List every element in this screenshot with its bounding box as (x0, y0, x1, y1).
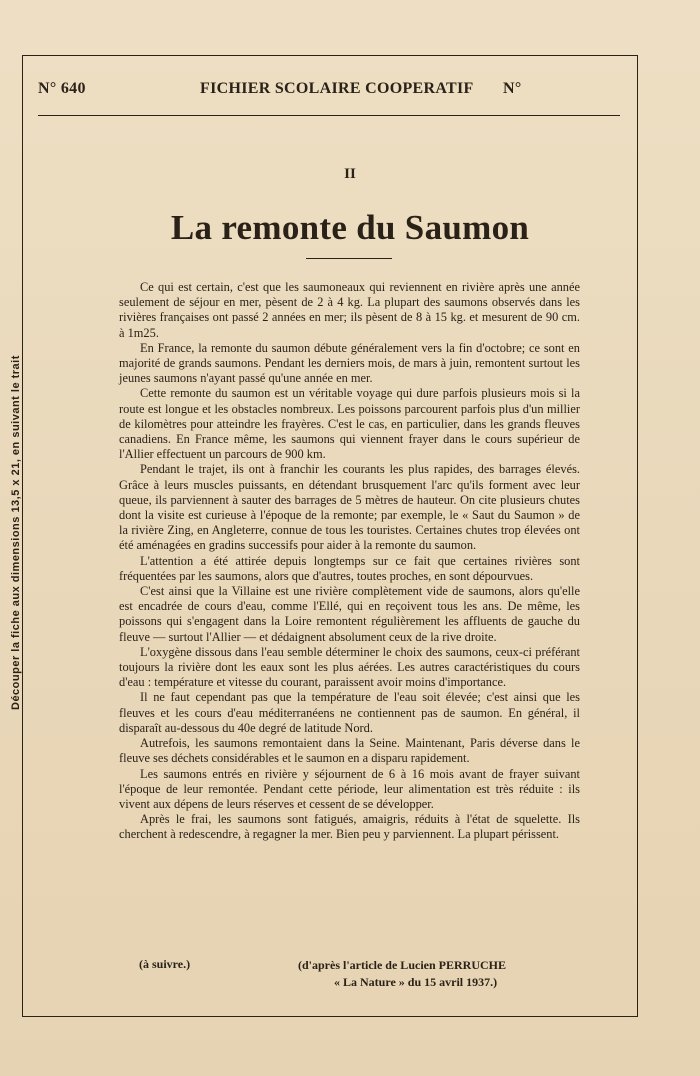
title-underline (306, 258, 392, 259)
paragraph: Cette remonte du saumon est un véritable voyage qui dure parfois plusieurs mois si la route est longue et les obstacles nombreux. Les poissons parcourent parfois plus d'un millier de kilomètres pour atteindre les frayères. C'est le cas, en particulier, dans les grands fleuves canadiens. En France même, les saumons qui viennent frayer dans le cours supérieur de l'Allier effectuent un parcours de 900 km. (119, 386, 580, 462)
paragraph: En France, la remonte du saumon débute généralement vers la fin d'octobre; ce sont en majorité de grands saumons. Pendant les derniers mois, de mars à juin, remontent surtout les jeunes saumons n'ayant passé qu'une année en mer. (119, 340, 580, 386)
to-be-continued: (à suivre.) (139, 957, 191, 971)
citation-line: « La Nature » du 15 avril 1937.) (334, 975, 498, 989)
paragraph: Il ne faut cependant pas que la température de l'eau soit élevée; c'est ainsi que les fleuves et les cours d'eau méditerranéens ne contiennent pas de saumon. En général, il disparaît au-dessous du 40e degré de latitude Nord. (119, 690, 580, 735)
article-body (119, 280, 580, 843)
source-citation (298, 957, 506, 991)
header-divider (38, 115, 620, 116)
citation-line: (d'après l'article de Lucien PERRUCHE (298, 958, 506, 972)
paragraph: L'oxygène dissous dans l'eau semble déterminer le choix des saumons, ceux-ci préférant toujours la rivière dont les eaux sont les plus aérées. Les autres caractéristiques du cours d'eau : température et vitesse du courant, paraissent avoir moins d'importance. (119, 644, 580, 690)
page-title: La remonte du Saumon (170, 208, 530, 247)
paragraph: Autrefois, les saumons remontaient dans la Seine. Maintenant, Paris déverse dans le fleuve ses déchets considérables et le saumon en a disparu rapidement. (119, 736, 580, 766)
card-number: N° 640 (38, 80, 86, 97)
paragraph: Après le frai, les saumons sont fatigués, amaigris, réduits à l'état de squelette. Ils cherchent à redescendre, à regagner la mer. Bien peu y parviennent. La plupart périssent. (119, 812, 580, 842)
number-label: N° (503, 80, 522, 97)
cut-instruction: Découper la fiche aux dimensions 13,5 x 21, en suivant le trait (10, 355, 22, 710)
paragraph: Ce qui est certain, c'est que les saumoneaux qui reviennent en rivière après une année seulement de séjour en mer, pèsent de 2 à 4 kg. La plupart des saumons observés dans les rivières françaises ont passé 2 années en mer; ils pèsent de 8 à 15 kg. et mesurent de 90 cm. à 1m25. (119, 280, 580, 340)
section-number: II (344, 166, 356, 182)
series-title: FICHIER SCOLAIRE COOPERATIF (200, 80, 474, 97)
paragraph: L'attention a été attirée depuis longtemps sur ce fait que certaines rivières sont fréquentées par les saumons, alors que d'autres, toutes proches, en sont dépourvues. (119, 553, 580, 583)
paragraph: Pendant le trajet, ils ont à franchir les courants les plus rapides, des barrages élevés. Grâce à leurs muscles puissants, en détendant brusquement l'arc qu'ils forment avec leur queue, ils parviennent à sauter des barrages de 5 mètres de hauteur. On cite plusieurs chutes dont la visite est curieuse à l'époque de la remonte; par exemple, le « Saut du Saumon » de la rivière Zing, en Angleterre, connue de tous les touristes. Certaines chutes trop élevées ont été aménagées en gradins successifs pour aider à la remonte du saumon. (119, 462, 580, 553)
paragraph: Les saumons entrés en rivière y séjournent de 6 à 16 mois avant de frayer suivant l'époque de leur remontée. Pendant cette période, leur alimentation est très réduite : ils vivent aux dépens de leurs réserves et cessent de se développer. (119, 766, 580, 811)
paragraph: C'est ainsi que la Villaine est une rivière complètement vide de saumons, alors qu'elle est encadrée de cours d'eau, comme l'Ellé, qui en reçoivent tous les ans. De même, les poissons qui s'engagent dans la Loire remontent régulièrement les affluents de gauche du fleuve — surtout l'Allier — et dédaignent absolument ceux de la rive droite. (119, 584, 580, 644)
